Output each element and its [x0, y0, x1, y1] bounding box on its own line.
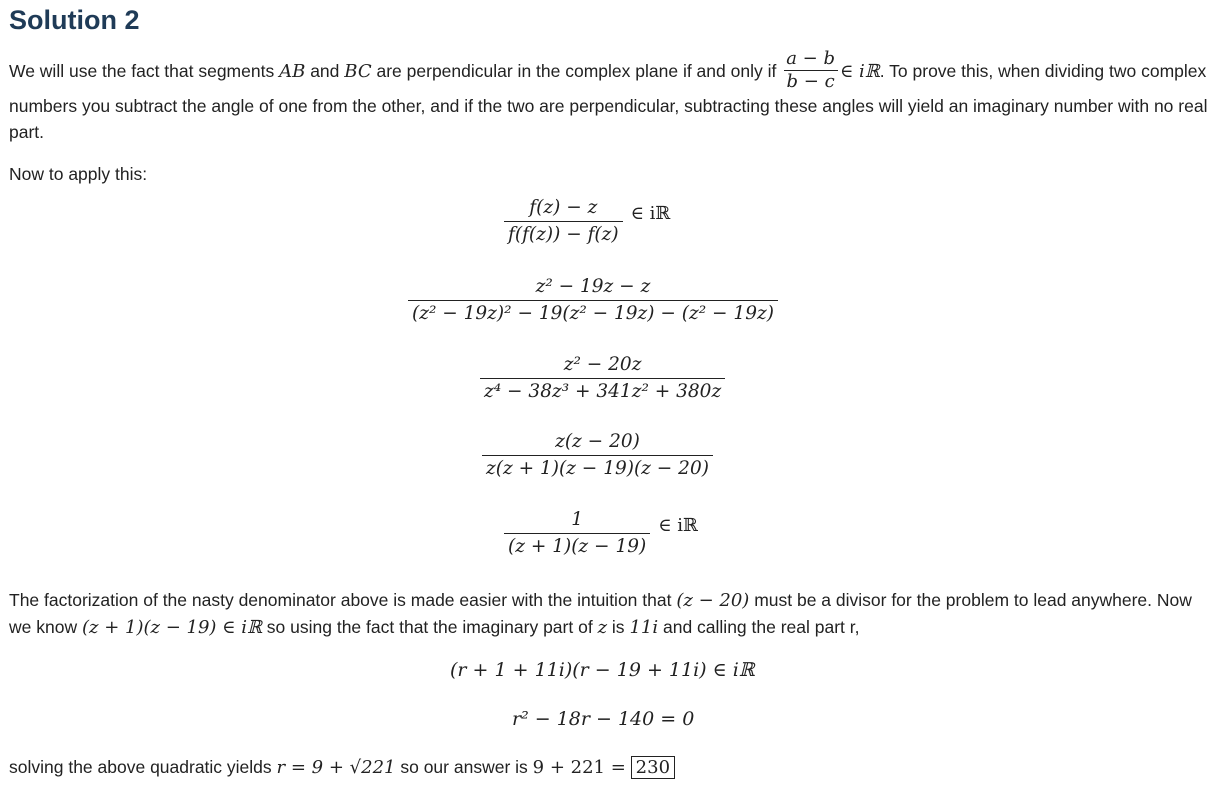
- display-fraction-1-suffix: ∈ iℝ: [630, 203, 671, 224]
- boxed-answer: 230: [631, 756, 675, 779]
- intro-and: and: [310, 61, 340, 82]
- factor-math-2: (z + 1)(z − 19) ∈ iℝ: [81, 617, 262, 638]
- segment-bc: BC: [344, 61, 372, 83]
- final-math-2: 9 + 221 =: [532, 757, 626, 778]
- fraction-denominator: b − c: [784, 70, 838, 91]
- now-apply-text: Now to apply this:: [9, 164, 148, 184]
- factor-text-4: is: [611, 617, 625, 637]
- segment-ab: AB: [279, 61, 306, 83]
- factor-math-1: (z − 20): [676, 590, 750, 611]
- intro-paragraph: [9, 48, 1209, 145]
- factor-math-3: z: [597, 617, 608, 638]
- intro-text-1: We will use the fact that segments: [9, 61, 275, 82]
- factor-text-5: and calling the real part r,: [662, 617, 860, 637]
- display-fraction-3-numerator: z² − 20z: [563, 354, 642, 375]
- fraction-numerator: a − b: [786, 48, 835, 69]
- display-fraction-5: [504, 510, 698, 557]
- perpendicular-fraction: [783, 50, 838, 91]
- imaginary-membership: ∈ iℝ: [839, 61, 880, 83]
- display-fraction-3-denominator: z⁴ − 38z³ + 341z² + 380z: [480, 378, 725, 402]
- factor-text-2: must be a divisor for the problem to lead anywhere. Now we know: [9, 590, 1192, 637]
- display-fraction-2-numerator: z² − 19z − z: [535, 276, 651, 297]
- factorization-paragraph: [9, 587, 1209, 641]
- factor-text-3: so using the fact that the imaginary part of: [266, 617, 593, 637]
- display-fraction-4-numerator: z(z − 20): [555, 431, 640, 452]
- display-fraction-4: [482, 432, 713, 479]
- display-fraction-5-numerator: 1: [571, 509, 583, 530]
- display-fraction-1-denominator: f(f(z)) − f(z): [504, 221, 623, 245]
- display-fraction-5-denominator: (z + 1)(z − 19): [504, 533, 650, 557]
- solution-heading: Solution 2: [9, 5, 140, 35]
- display-fraction-3: [480, 355, 725, 402]
- final-text-2: so our answer is: [400, 757, 528, 777]
- display-fraction-5-suffix: ∈ iℝ: [658, 515, 698, 536]
- intro-text-3: . To prove this, when dividing two complex numbers you subtract the angle of one from the other, and if the two are perpendicular, subtracting these angles will yield an imaginary number with no real part.: [9, 61, 1208, 142]
- equation-2: r² − 18r − 140 = 0: [512, 708, 695, 730]
- display-fraction-4-denominator: z(z + 1)(z − 19)(z − 20): [482, 455, 713, 479]
- factor-text-1: The factorization of the nasty denominator above is made easier with the intuition that: [9, 590, 672, 610]
- factor-math-4: 11i: [629, 617, 659, 638]
- final-math-1: r = 9 + √221: [276, 757, 396, 778]
- display-fraction-2: [408, 277, 778, 324]
- display-fraction-1: [504, 198, 670, 245]
- final-paragraph: [9, 754, 1209, 781]
- display-fraction-2-denominator: (z² − 19z)² − 19(z² − 19z) − (z² − 19z): [408, 300, 778, 324]
- intro-text-2: are perpendicular in the complex plane if and only if: [376, 61, 777, 82]
- equation-1: (r + 1 + 11i)(r − 19 + 11i) ∈ iℝ: [450, 659, 755, 681]
- final-text-1: solving the above quadratic yields: [9, 757, 272, 777]
- display-fraction-1-numerator: f(z) − z: [529, 197, 598, 218]
